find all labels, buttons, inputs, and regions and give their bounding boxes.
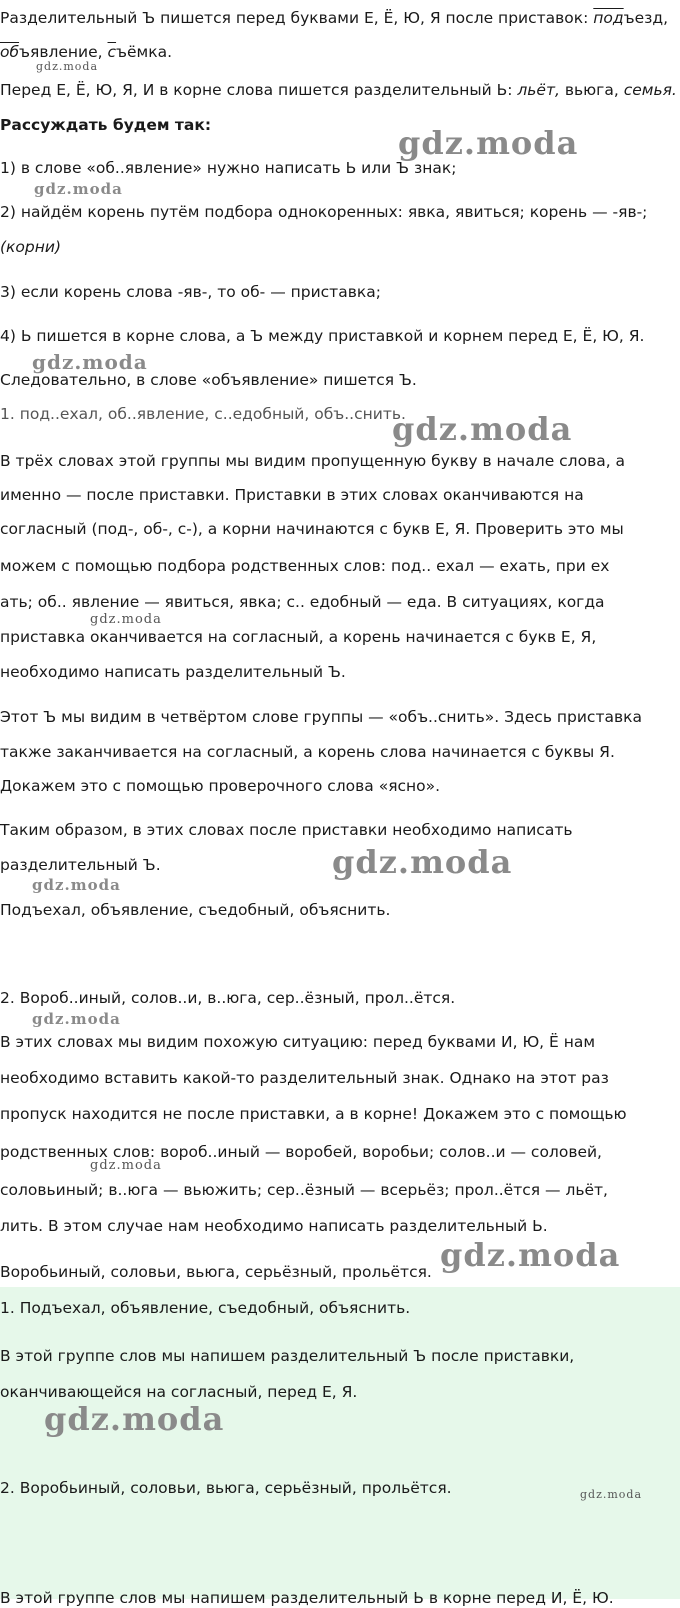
rule1-examples [0,42,172,62]
rule1-example1-prefix: под [593,9,624,27]
watermark: gdz.moda [90,1158,162,1173]
rule1-line [0,8,668,28]
watermark: gdz.moda [580,1488,643,1501]
summary-line-1: 1. Подъехал, объявление, съедобный, объяснить. [0,1299,411,1317]
group1-line: именно — после приставки. Приставки в этих словах оканчиваются на [0,486,584,504]
group1-line: согласный (под-, об-, с-), а корни начинаются с букв Е, Я. Проверить это мы [0,520,624,538]
group2-line: соловьиный; в..юга — вьюжить; сер..ёзный — всерьёз; прол..ётся — льёт, [0,1181,608,1199]
watermark: gdz.moda [34,180,123,198]
watermark: gdz.moda [32,876,121,894]
rule1-example2-prefix: об [0,43,20,61]
group1-para3-line: Таким образом, в этих словах после приставки необходимо написать [0,821,573,839]
group1-line: В трёх словах этой группы мы видим пропущенную букву в начале слова, а [0,452,626,470]
rule2-line [0,80,677,100]
watermark: gdz.moda [398,124,579,162]
group1-line: необходимо написать разделительный Ъ. [0,663,346,681]
group1-line: приставка оканчивается на согласный, а корень начинается с букв Е, Я, [0,628,597,646]
group2-answer: Воробьиный, соловьи, вьюга, серьёзный, прольётся. [0,1263,432,1281]
group1-line: ать; об.. явление — явиться, явка; с.. едобный — еда. В ситуациях, когда [0,593,605,611]
group1-para3-line: разделительный Ъ. [0,856,161,874]
step-1: 1) в слове «об..явление» нужно написать Ь или Ъ знак; [0,159,457,177]
group1-answer: Подъехал, объявление, съедобный, объяснить. [0,901,391,919]
conclusion: Следовательно, в слове «объявление» пишется Ъ. [0,371,417,389]
rule2-example1: льёт, [517,81,560,99]
rule1-example3-rest: ъёмка. [116,43,173,61]
rule2-example3: семья. [623,81,677,99]
group2-line: необходимо вставить какой-то разделительный знак. Однако на этот раз [0,1069,609,1087]
step-3: 3) если корень слова -яв-, то об- — приставка; [0,283,381,301]
step-2: 2) найдём корень путём подбора однокоренных: явка, явиться; корень — -яв-; [0,203,648,221]
roots-note: (корни) [0,238,61,256]
group1-task: 1. под..ехал, об..явление, с..едобный, объ..снить. [0,405,406,423]
watermark: gdz.moda [90,612,162,627]
group2-line: лить. В этом случае нам необходимо написать разделительный Ь. [0,1217,548,1235]
rule1-example3-prefix: с [107,43,117,61]
summary-line-5: В этой группе слов мы напишем разделительный Ь в корне перед И, Ё, Ю. [0,1589,614,1607]
rule1-example1-rest: ъезд, [623,9,669,27]
rule2-text: Перед Е, Ё, Ю, Я, И в корне слова пишется разделительный Ь: [0,81,513,99]
group2-line: пропуск находится не после приставки, а в корне! Докажем это с помощью [0,1105,627,1123]
reasoning-heading: Рассуждать будем так: [0,116,212,134]
watermark: gdz.moda [36,60,99,73]
watermark: gdz.moda [44,1400,225,1438]
summary-line-3: оканчивающейся на согласный, перед Е, Я. [0,1383,358,1401]
answer-summary-block [0,1287,680,1599]
summary-line-2: В этой группе слов мы напишем разделительный Ъ после приставки, [0,1347,575,1365]
watermark: gdz.moda [440,1236,621,1274]
group1-line: можем с помощью подбора родственных слов: под.. ехал — ехать, при ех [0,557,610,575]
summary-line-4: 2. Воробьиный, соловьи, вьюга, серьёзный, прольётся. [0,1479,452,1497]
rule1-text: Разделительный Ъ пишется перед буквами Е, Ё, Ю, Я после приставок: [0,9,589,27]
watermark: gdz.moda [392,410,573,448]
rule2-example2: вьюга, [564,81,619,99]
watermark: gdz.moda [332,843,513,881]
group2-line: В этих словах мы видим похожую ситуацию: перед буквами И, Ю, Ё нам [0,1033,596,1051]
group2-line: родственных слов: вороб..иный — воробей, воробьи; солов..и — соловей, [0,1143,602,1161]
watermark: gdz.moda [32,350,148,374]
group1-para2-line: также заканчивается на согласный, а корень слова начинается с буквы Я. [0,743,615,761]
watermark: gdz.moda [32,1010,121,1028]
group1-para2-line: Докажем это с помощью проверочного слова «ясно». [0,777,441,795]
group1-para2-line: Этот Ъ мы видим в четвёртом слове группы — «объ..снить». Здесь приставка [0,708,642,726]
rule1-example2-rest: ъявление, [19,43,103,61]
group2-task: 2. Вороб..иный, солов..и, в..юга, сер..ёзный, прол..ётся. [0,989,456,1007]
step-4: 4) Ь пишется в корне слова, а Ъ между приставкой и корнем перед Е, Ё, Ю, Я. [0,327,645,345]
